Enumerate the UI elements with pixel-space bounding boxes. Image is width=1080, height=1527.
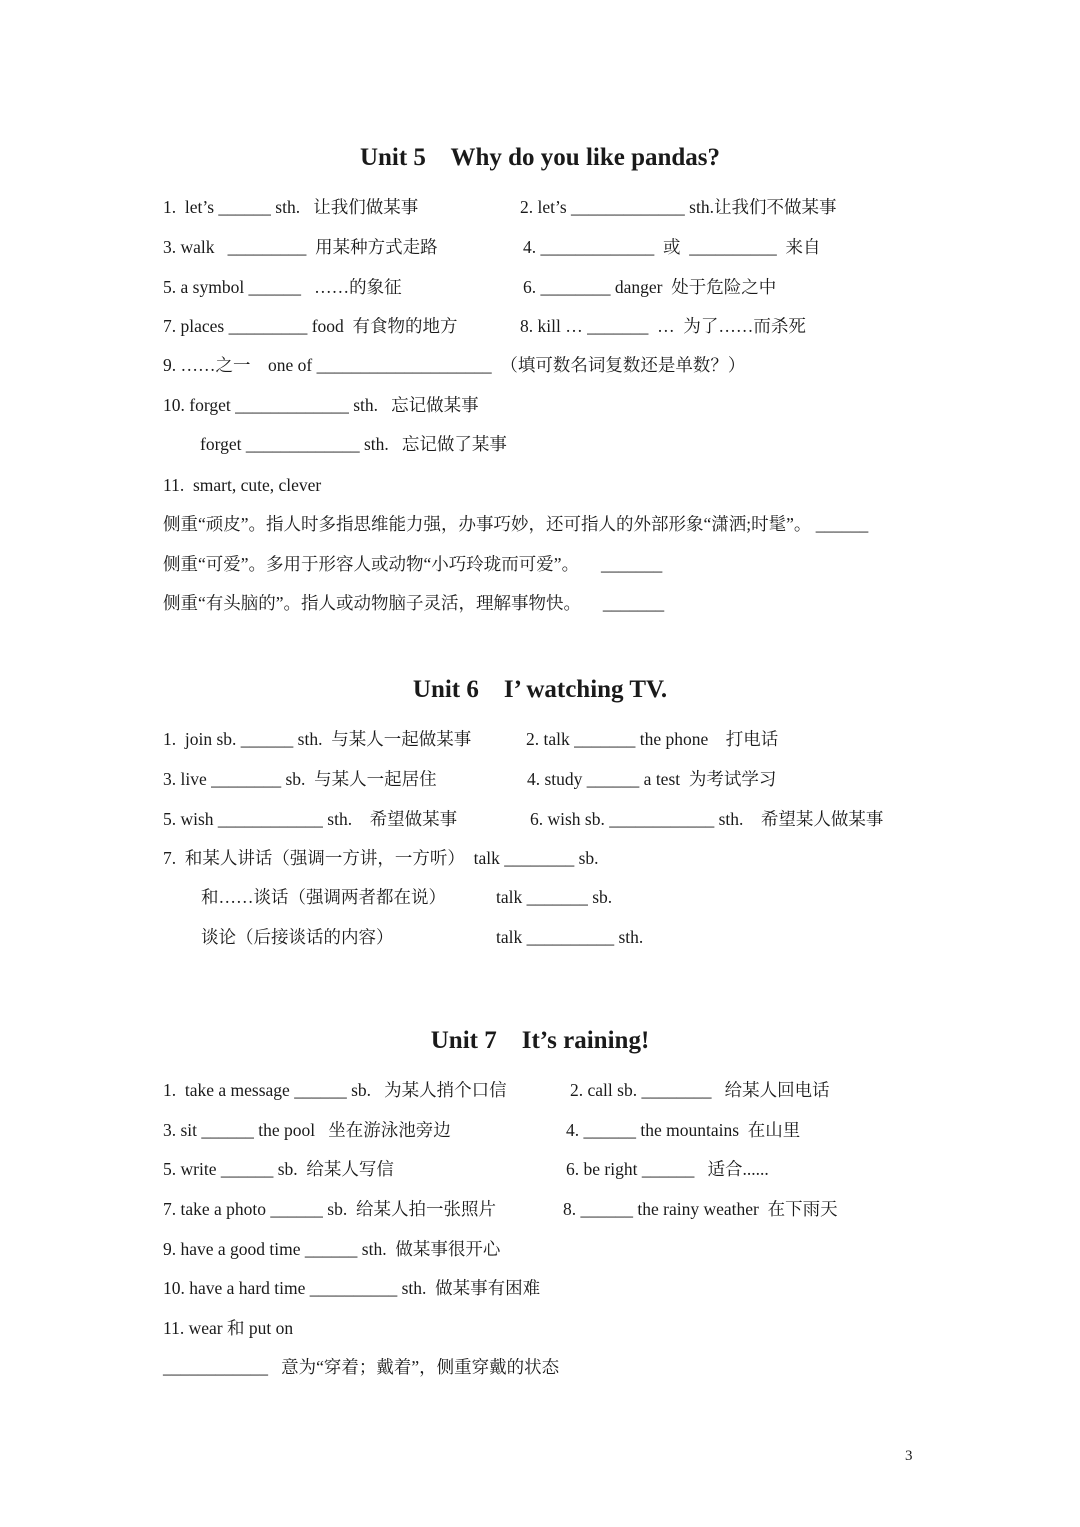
- unit7-item-11: 11. wear 和 put on: [163, 1318, 294, 1338]
- unit6-item-4: 4. study ______ a test 为考试学习: [527, 769, 777, 789]
- unit7-item-11a: ____________ 意为“穿着；戴着”，侧重穿戴的状态: [163, 1357, 560, 1377]
- unit7-item-4: 4. ______ the mountains 在山里: [566, 1120, 801, 1140]
- unit5-item-5: 5. a symbol ______ ……的象征: [163, 277, 402, 297]
- unit5-title: Unit 5 Why do you like pandas?: [359, 144, 721, 171]
- unit5-item-7: 7. places _________ food 有食物的地方: [163, 316, 458, 336]
- unit6-item-6: 6. wish sb. ____________ sth. 希望某人做某事: [530, 809, 884, 829]
- unit5-item-2: 2. let’s _____________ sth.让我们不做某事: [520, 197, 837, 217]
- unit7-title: Unit 7 It’s raining!: [430, 1027, 650, 1054]
- unit7-item-5: 5. write ______ sb. 给某人写信: [163, 1159, 394, 1179]
- page-number: 3: [905, 1448, 913, 1464]
- unit5-item-8: 8. kill … _______ … 为了……而杀死: [520, 316, 806, 336]
- unit6-title: Unit 6 I’ watching TV.: [412, 676, 668, 703]
- unit7-item-7: 7. take a photo ______ sb. 给某人拍一张照片: [163, 1199, 496, 1219]
- unit5-item-11: 11. smart, cute, clever: [163, 475, 322, 495]
- unit5-item-10b: forget _____________ sth. 忘记做了某事: [200, 434, 507, 454]
- unit5-item-4: 4. _____________ 或 __________ 来自: [523, 237, 821, 257]
- unit6-item-1: 1. join sb. ______ sth. 与某人一起做某事: [163, 729, 472, 749]
- unit6-item-7c-fill: talk __________ sth.: [496, 927, 644, 947]
- unit5-item-11c: 侧重“有头脑的”。指人或动物脑子灵活，理解事物快。 _______: [163, 593, 665, 613]
- unit6-item-7b-label: 和……谈话（强调两者都在说）: [201, 887, 446, 907]
- unit7-item-9: 9. have a good time ______ sth. 做某事很开心: [163, 1239, 501, 1259]
- unit5-item-11b: 侧重“可爱”。多用于形容人或动物“小巧玲珑而可爱”。 _______: [163, 554, 663, 574]
- unit6-item-7c-label: 谈论（后接谈话的内容）: [201, 927, 394, 947]
- unit6-item-2: 2. talk _______ the phone 打电话: [526, 729, 779, 749]
- unit6-item-7a: 7. 和某人讲话（强调一方讲，一方听） talk ________ sb.: [163, 848, 599, 868]
- unit5-item-1: 1. let’s ______ sth. 让我们做某事: [163, 197, 419, 217]
- unit5-item-3: 3. walk _________ 用某种方式走路: [163, 237, 438, 257]
- unit5-item-6: 6. ________ danger 处于危险之中: [523, 277, 777, 297]
- unit5-item-9: 9. ……之一 one of ____________________ （填可数名词复数还是单数？）: [163, 355, 746, 375]
- unit7-item-3: 3. sit ______ the pool 坐在游泳池旁边: [163, 1120, 451, 1140]
- unit5-item-10a: 10. forget _____________ sth. 忘记做某事: [163, 395, 479, 415]
- unit6-item-3: 3. live ________ sb. 与某人一起居住: [163, 769, 437, 789]
- unit5-item-11a: 侧重“顽皮”。指人时多指思维能力强，办事巧妙，还可指人的外部形象“潇洒;时髦”。 ______: [163, 514, 869, 534]
- unit7-item-10: 10. have a hard time __________ sth. 做某事有困难: [163, 1278, 541, 1298]
- unit6-item-5: 5. wish ____________ sth. 希望做某事: [163, 809, 458, 829]
- unit6-item-7b-fill: talk _______ sb.: [496, 887, 613, 907]
- unit7-item-2: 2. call sb. ________ 给某人回电话: [570, 1080, 830, 1100]
- unit7-item-6: 6. be right ______ 适合......: [566, 1159, 769, 1179]
- unit7-item-8: 8. ______ the rainy weather 在下雨天: [563, 1199, 838, 1219]
- unit7-item-1: 1. take a message ______ sb. 为某人捎个口信: [163, 1080, 507, 1100]
